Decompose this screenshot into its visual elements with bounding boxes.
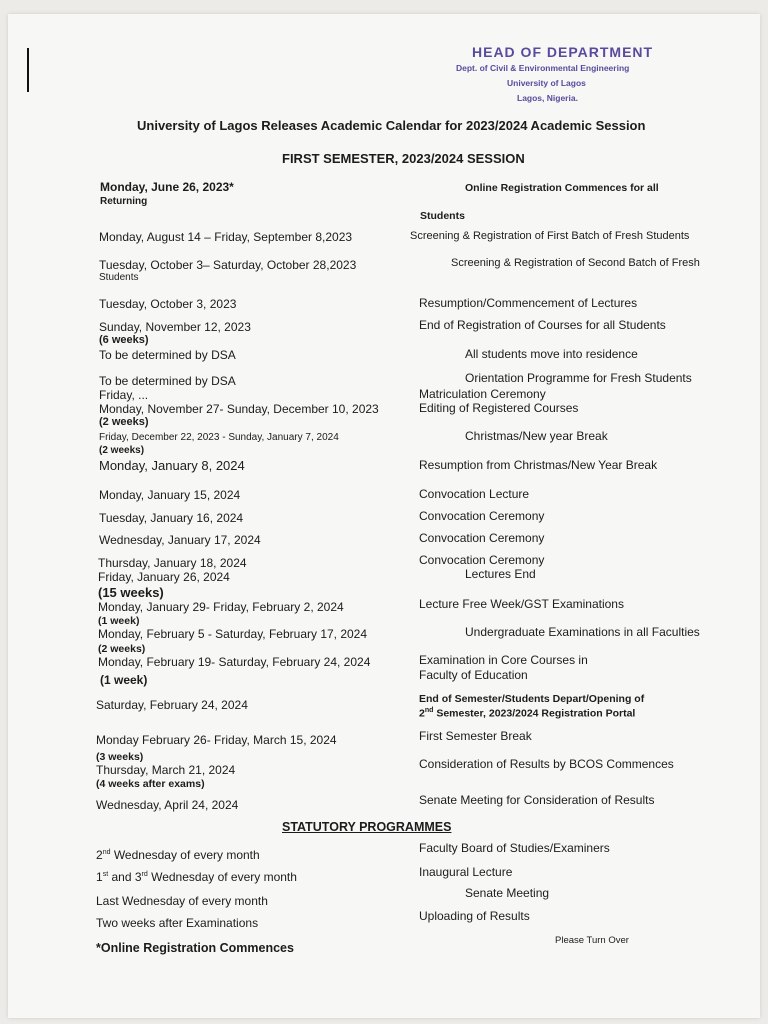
row9-event: Christmas/New year Break — [465, 429, 608, 443]
row1-date-note: Returning — [100, 196, 148, 207]
row3-date: Tuesday, October 3– Saturday, October 28,2023 — [99, 258, 357, 272]
row14-event: Convocation Ceremony — [419, 553, 545, 567]
row12-date: Tuesday, January 16, 2024 — [99, 511, 244, 525]
row18-event-2: Faculty of Education — [419, 668, 528, 682]
statutory1-when: 2nd Wednesday of every month — [96, 848, 260, 862]
row1-date: Monday, June 26, 2023* — [100, 180, 234, 194]
row19-date: Saturday, February 24, 2024 — [96, 698, 248, 712]
row7-date-2: Friday, ... — [99, 388, 149, 402]
margin-pen-mark — [27, 48, 29, 92]
statutory3-event: Senate Meeting — [465, 886, 550, 900]
please-turn-over: Please Turn Over — [555, 935, 629, 946]
row7-event: Orientation Programme for Fresh Students — [465, 371, 692, 385]
semester-heading: FIRST SEMESTER, 2023/2024 SESSION — [282, 151, 525, 166]
row19-event: End of Semester/Students Depart/Opening of — [419, 693, 645, 705]
row10-date: Monday, January 8, 2024 — [99, 458, 245, 473]
row4-event: Resumption/Commencement of Lectures — [419, 296, 638, 310]
row11-date: Monday, January 15, 2024 — [99, 488, 241, 502]
row10-event: Resumption from Christmas/New Year Break — [419, 458, 658, 472]
stamp-line-dept: Dept. of Civil & Environmental Engineering — [456, 63, 630, 73]
row21-duration: (4 weeks after exams) — [96, 778, 205, 790]
row5-duration: (6 weeks) — [99, 334, 149, 346]
row18-duration: (1 week) — [100, 673, 148, 687]
row3-date-cont: Students — [99, 272, 139, 283]
statutory4-when: Two weeks after Examinations — [96, 916, 259, 930]
row7-event-2: Matriculation Ceremony — [419, 387, 546, 401]
row9-duration: (2 weeks) — [99, 445, 145, 456]
statutory4-event: Uploading of Results — [419, 909, 530, 923]
row16-date: Monday, January 29- Friday, February 2, 2024 — [98, 600, 344, 614]
row18-date: Monday, February 19- Saturday, February 24, 2024 — [98, 655, 371, 669]
stamp-line-university: University of Lagos — [507, 78, 586, 88]
row18-event: Examination in Core Courses in — [419, 653, 588, 667]
row16-event: Lecture Free Week/GST Examinations — [419, 597, 624, 611]
statutory2-when: 1st and 3rd Wednesday of every month — [96, 870, 297, 884]
row14-date: Thursday, January 18, 2024 — [98, 556, 247, 570]
statutory-heading: STATUTORY PROGRAMMES — [282, 820, 452, 834]
row5-date: Sunday, November 12, 2023 — [99, 320, 251, 334]
row7-date: To be determined by DSA — [99, 374, 236, 388]
row17-duration: (2 weeks) — [98, 643, 146, 655]
row15-date: Friday, January 26, 2024 — [98, 570, 230, 584]
row8-date: Monday, November 27- Sunday, December 10, 2023 — [99, 402, 379, 416]
footnote-registration: *Online Registration Commences — [96, 941, 294, 955]
stamp-title: HEAD OF DEPARTMENT — [472, 44, 654, 60]
row21-event: Consideration of Results by BCOS Commences — [419, 757, 674, 771]
row13-event: Convocation Ceremony — [419, 531, 545, 545]
row3-event: Screening & Registration of Second Batch of Fresh — [451, 257, 700, 269]
row9-date: Friday, December 22, 2023 - Sunday, January 7, 2024 — [99, 432, 339, 443]
row8-event: Editing of Registered Courses — [419, 401, 579, 415]
stamp-line-city: Lagos, Nigeria. — [517, 93, 578, 103]
row1-event-cont: Students — [420, 210, 465, 222]
row17-date: Monday, February 5 - Saturday, February 17, 2024 — [98, 627, 368, 641]
row21-date: Thursday, March 21, 2024 — [96, 763, 236, 777]
row15-event: Lectures End — [465, 567, 536, 581]
row19-event-2: 2nd Semester, 2023/2024 Registration Portal — [419, 707, 636, 720]
row11-event: Convocation Lecture — [419, 487, 530, 501]
row4-date: Tuesday, October 3, 2023 — [99, 297, 237, 311]
row6-event: All students move into residence — [465, 347, 638, 361]
row5-event: End of Registration of Courses for all Students — [419, 318, 666, 332]
row6-date: To be determined by DSA — [99, 348, 236, 362]
row2-date: Monday, August 14 – Friday, September 8,2023 — [99, 230, 353, 244]
document-title: University of Lagos Releases Academic Calendar for 2023/2024 Academic Session — [137, 118, 646, 133]
row16-duration: (1 week) — [98, 615, 140, 627]
statutory1-event: Faculty Board of Studies/Examiners — [419, 841, 610, 855]
row22-date: Wednesday, April 24, 2024 — [96, 798, 239, 812]
row2-event: Screening & Registration of First Batch of Fresh Students — [410, 230, 690, 242]
statutory2-event: Inaugural Lecture — [419, 865, 513, 879]
row20-duration: (3 weeks) — [96, 751, 144, 763]
row22-event: Senate Meeting for Consideration of Results — [419, 793, 655, 807]
row20-event: First Semester Break — [419, 729, 532, 743]
row15-duration: (15 weeks) — [98, 585, 164, 600]
row1-event: Online Registration Commences for all — [465, 182, 659, 194]
statutory3-when: Last Wednesday of every month — [96, 894, 268, 908]
row13-date: Wednesday, January 17, 2024 — [99, 533, 261, 547]
row8-duration: (2 weeks) — [99, 416, 149, 428]
row20-date: Monday February 26- Friday, March 15, 2024 — [96, 733, 337, 747]
row12-event: Convocation Ceremony — [419, 509, 545, 523]
row17-event: Undergraduate Examinations in all Faculties — [465, 625, 700, 639]
